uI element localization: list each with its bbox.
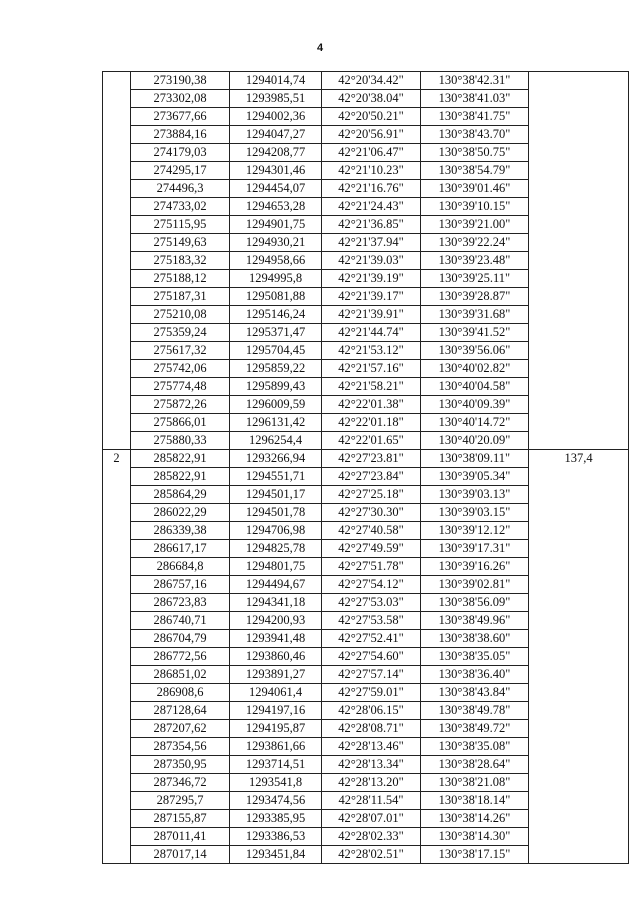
y-coordinate-cell: 1294208,77	[230, 144, 322, 162]
y-coordinate-cell: 1294002,36	[230, 108, 322, 126]
longitude-cell: 130°39'25.11"	[421, 270, 529, 288]
y-coordinate-cell: 1294706,98	[230, 522, 322, 540]
y-coordinate-cell: 1293861,66	[230, 738, 322, 756]
latitude-cell: 42°21'16.76"	[322, 180, 421, 198]
longitude-cell: 130°39'41.52"	[421, 324, 529, 342]
y-coordinate-cell: 1294341,18	[230, 594, 322, 612]
longitude-cell: 130°39'56.06"	[421, 342, 529, 360]
longitude-cell: 130°40'02.82"	[421, 360, 529, 378]
latitude-cell: 42°21'10.23"	[322, 162, 421, 180]
latitude-cell: 42°21'39.19"	[322, 270, 421, 288]
latitude-cell: 42°21'57.16"	[322, 360, 421, 378]
x-coordinate-cell: 275880,33	[131, 432, 230, 450]
y-coordinate-cell: 1295859,22	[230, 360, 322, 378]
y-coordinate-cell: 1293860,46	[230, 648, 322, 666]
coordinates-table-container	[102, 71, 629, 864]
y-coordinate-cell: 1293474,56	[230, 792, 322, 810]
coordinates-table	[102, 71, 629, 864]
x-coordinate-cell: 285822,91	[131, 468, 230, 486]
latitude-cell: 42°20'50.21"	[322, 108, 421, 126]
y-coordinate-cell: 1295899,43	[230, 378, 322, 396]
latitude-cell: 42°27'53.03"	[322, 594, 421, 612]
y-coordinate-cell: 1296009,59	[230, 396, 322, 414]
longitude-cell: 130°40'14.72"	[421, 414, 529, 432]
y-coordinate-cell: 1295704,45	[230, 342, 322, 360]
longitude-cell: 130°40'09.39"	[421, 396, 529, 414]
longitude-cell: 130°38'21.08"	[421, 774, 529, 792]
x-coordinate-cell: 287207,62	[131, 720, 230, 738]
longitude-cell: 130°39'17.31"	[421, 540, 529, 558]
table-row	[103, 72, 629, 90]
longitude-cell: 130°38'42.31"	[421, 72, 529, 90]
y-coordinate-cell: 1293451,84	[230, 846, 322, 864]
x-coordinate-cell: 287011,41	[131, 828, 230, 846]
y-coordinate-cell: 1294653,28	[230, 198, 322, 216]
longitude-cell: 130°39'01.46"	[421, 180, 529, 198]
latitude-cell: 42°28'13.46"	[322, 738, 421, 756]
latitude-cell: 42°21'06.47"	[322, 144, 421, 162]
latitude-cell: 42°21'36.85"	[322, 216, 421, 234]
y-coordinate-cell: 1294014,74	[230, 72, 322, 90]
x-coordinate-cell: 275872,26	[131, 396, 230, 414]
longitude-cell: 130°39'22.24"	[421, 234, 529, 252]
y-coordinate-cell: 1294501,78	[230, 504, 322, 522]
longitude-cell: 130°38'41.75"	[421, 108, 529, 126]
latitude-cell: 42°27'23.84"	[322, 468, 421, 486]
longitude-cell: 130°39'03.15"	[421, 504, 529, 522]
longitude-cell: 130°39'28.87"	[421, 288, 529, 306]
latitude-cell: 42°27'59.01"	[322, 684, 421, 702]
latitude-cell: 42°27'49.59"	[322, 540, 421, 558]
x-coordinate-cell: 273677,66	[131, 108, 230, 126]
longitude-cell: 130°38'17.15"	[421, 846, 529, 864]
longitude-cell: 130°39'03.13"	[421, 486, 529, 504]
longitude-cell: 130°39'31.68"	[421, 306, 529, 324]
longitude-cell: 130°38'54.79"	[421, 162, 529, 180]
longitude-cell: 130°39'05.34"	[421, 468, 529, 486]
latitude-cell: 42°27'53.58"	[322, 612, 421, 630]
latitude-cell: 42°28'07.01"	[322, 810, 421, 828]
longitude-cell: 130°38'49.72"	[421, 720, 529, 738]
latitude-cell: 42°21'53.12"	[322, 342, 421, 360]
x-coordinate-cell: 275210,08	[131, 306, 230, 324]
y-coordinate-cell: 1293891,27	[230, 666, 322, 684]
x-coordinate-cell: 286704,79	[131, 630, 230, 648]
y-coordinate-cell: 1294197,16	[230, 702, 322, 720]
latitude-cell: 42°27'54.60"	[322, 648, 421, 666]
x-coordinate-cell: 275187,31	[131, 288, 230, 306]
longitude-cell: 130°38'43.70"	[421, 126, 529, 144]
x-coordinate-cell: 285822,91	[131, 450, 230, 468]
x-coordinate-cell: 273302,08	[131, 90, 230, 108]
longitude-cell: 130°39'02.81"	[421, 576, 529, 594]
latitude-cell: 42°27'52.41"	[322, 630, 421, 648]
y-coordinate-cell: 1294301,46	[230, 162, 322, 180]
x-coordinate-cell: 275183,32	[131, 252, 230, 270]
longitude-cell: 130°39'12.12"	[421, 522, 529, 540]
longitude-cell: 130°38'35.05"	[421, 648, 529, 666]
x-coordinate-cell: 274179,03	[131, 144, 230, 162]
x-coordinate-cell: 286772,56	[131, 648, 230, 666]
y-coordinate-cell: 1294454,07	[230, 180, 322, 198]
latitude-cell: 42°28'02.33"	[322, 828, 421, 846]
x-coordinate-cell: 275359,24	[131, 324, 230, 342]
y-coordinate-cell: 1294958,66	[230, 252, 322, 270]
longitude-cell: 130°38'49.96"	[421, 612, 529, 630]
longitude-cell: 130°38'09.11"	[421, 450, 529, 468]
x-coordinate-cell: 275866,01	[131, 414, 230, 432]
x-coordinate-cell: 275149,63	[131, 234, 230, 252]
longitude-cell: 130°38'14.26"	[421, 810, 529, 828]
x-coordinate-cell: 274496,3	[131, 180, 230, 198]
longitude-cell: 130°38'38.60"	[421, 630, 529, 648]
y-coordinate-cell: 1294930,21	[230, 234, 322, 252]
x-coordinate-cell: 287017,14	[131, 846, 230, 864]
y-coordinate-cell: 1294494,67	[230, 576, 322, 594]
y-coordinate-cell: 1294995,8	[230, 270, 322, 288]
x-coordinate-cell: 287354,56	[131, 738, 230, 756]
latitude-cell: 42°27'57.14"	[322, 666, 421, 684]
x-coordinate-cell: 286908,6	[131, 684, 230, 702]
x-coordinate-cell: 287350,95	[131, 756, 230, 774]
y-coordinate-cell: 1295146,24	[230, 306, 322, 324]
x-coordinate-cell: 274733,02	[131, 198, 230, 216]
latitude-cell: 42°28'06.15"	[322, 702, 421, 720]
x-coordinate-cell: 286684,8	[131, 558, 230, 576]
group-number-cell	[103, 72, 131, 450]
y-coordinate-cell: 1293385,95	[230, 810, 322, 828]
y-coordinate-cell: 1293714,51	[230, 756, 322, 774]
x-coordinate-cell: 275115,95	[131, 216, 230, 234]
latitude-cell: 42°27'51.78"	[322, 558, 421, 576]
x-coordinate-cell: 274295,17	[131, 162, 230, 180]
x-coordinate-cell: 273884,16	[131, 126, 230, 144]
latitude-cell: 42°21'39.03"	[322, 252, 421, 270]
y-coordinate-cell: 1293541,8	[230, 774, 322, 792]
page-number: 4	[316, 42, 324, 54]
longitude-cell: 130°39'23.48"	[421, 252, 529, 270]
latitude-cell: 42°20'56.91"	[322, 126, 421, 144]
longitude-cell: 130°38'36.40"	[421, 666, 529, 684]
y-coordinate-cell: 1295081,88	[230, 288, 322, 306]
y-coordinate-cell: 1296254,4	[230, 432, 322, 450]
x-coordinate-cell: 286851,02	[131, 666, 230, 684]
y-coordinate-cell: 1293941,48	[230, 630, 322, 648]
latitude-cell: 42°21'39.17"	[322, 288, 421, 306]
y-coordinate-cell: 1294501,17	[230, 486, 322, 504]
y-coordinate-cell: 1293386,53	[230, 828, 322, 846]
latitude-cell: 42°27'30.30"	[322, 504, 421, 522]
longitude-cell: 130°38'49.78"	[421, 702, 529, 720]
x-coordinate-cell: 286723,83	[131, 594, 230, 612]
latitude-cell: 42°27'25.18"	[322, 486, 421, 504]
x-coordinate-cell: 275188,12	[131, 270, 230, 288]
latitude-cell: 42°28'02.51"	[322, 846, 421, 864]
y-coordinate-cell: 1293266,94	[230, 450, 322, 468]
x-coordinate-cell: 275742,06	[131, 360, 230, 378]
coordinates-table-body	[103, 72, 629, 864]
latitude-cell: 42°28'13.34"	[322, 756, 421, 774]
y-coordinate-cell: 1294801,75	[230, 558, 322, 576]
longitude-cell: 130°39'21.00"	[421, 216, 529, 234]
y-coordinate-cell: 1294195,87	[230, 720, 322, 738]
longitude-cell: 130°40'20.09"	[421, 432, 529, 450]
x-coordinate-cell: 287128,64	[131, 702, 230, 720]
latitude-cell: 42°28'08.71"	[322, 720, 421, 738]
x-coordinate-cell: 287295,7	[131, 792, 230, 810]
x-coordinate-cell: 286022,29	[131, 504, 230, 522]
latitude-cell: 42°20'38.04"	[322, 90, 421, 108]
latitude-cell: 42°21'37.94"	[322, 234, 421, 252]
latitude-cell: 42°22'01.38"	[322, 396, 421, 414]
x-coordinate-cell: 287346,72	[131, 774, 230, 792]
y-coordinate-cell: 1295371,47	[230, 324, 322, 342]
longitude-cell: 130°40'04.58"	[421, 378, 529, 396]
latitude-cell: 42°21'24.43"	[322, 198, 421, 216]
group-value-cell	[529, 72, 629, 450]
longitude-cell: 130°39'16.26"	[421, 558, 529, 576]
latitude-cell: 42°20'34.42"	[322, 72, 421, 90]
longitude-cell: 130°38'41.03"	[421, 90, 529, 108]
longitude-cell: 130°38'28.64"	[421, 756, 529, 774]
longitude-cell: 130°38'14.30"	[421, 828, 529, 846]
latitude-cell: 42°28'13.20"	[322, 774, 421, 792]
latitude-cell: 42°21'44.74"	[322, 324, 421, 342]
longitude-cell: 130°39'10.15"	[421, 198, 529, 216]
x-coordinate-cell: 286740,71	[131, 612, 230, 630]
latitude-cell: 42°21'58.21"	[322, 378, 421, 396]
y-coordinate-cell: 1294047,27	[230, 126, 322, 144]
x-coordinate-cell: 285864,29	[131, 486, 230, 504]
table-row	[103, 450, 629, 468]
x-coordinate-cell: 286617,17	[131, 540, 230, 558]
x-coordinate-cell: 286339,38	[131, 522, 230, 540]
longitude-cell: 130°38'56.09"	[421, 594, 529, 612]
x-coordinate-cell: 275617,32	[131, 342, 230, 360]
latitude-cell: 42°28'11.54"	[322, 792, 421, 810]
longitude-cell: 130°38'35.08"	[421, 738, 529, 756]
latitude-cell: 42°22'01.65"	[322, 432, 421, 450]
latitude-cell: 42°22'01.18"	[322, 414, 421, 432]
group-value-cell: 137,4	[529, 450, 629, 864]
y-coordinate-cell: 1294200,93	[230, 612, 322, 630]
latitude-cell: 42°27'54.12"	[322, 576, 421, 594]
latitude-cell: 42°27'40.58"	[322, 522, 421, 540]
latitude-cell: 42°21'39.91"	[322, 306, 421, 324]
y-coordinate-cell: 1294061,4	[230, 684, 322, 702]
y-coordinate-cell: 1294551,71	[230, 468, 322, 486]
longitude-cell: 130°38'18.14"	[421, 792, 529, 810]
x-coordinate-cell: 286757,16	[131, 576, 230, 594]
x-coordinate-cell: 275774,48	[131, 378, 230, 396]
x-coordinate-cell: 273190,38	[131, 72, 230, 90]
y-coordinate-cell: 1293985,51	[230, 90, 322, 108]
group-number-cell: 2	[103, 450, 131, 864]
x-coordinate-cell: 287155,87	[131, 810, 230, 828]
longitude-cell: 130°38'50.75"	[421, 144, 529, 162]
latitude-cell: 42°27'23.81"	[322, 450, 421, 468]
y-coordinate-cell: 1294825,78	[230, 540, 322, 558]
y-coordinate-cell: 1296131,42	[230, 414, 322, 432]
y-coordinate-cell: 1294901,75	[230, 216, 322, 234]
longitude-cell: 130°38'43.84"	[421, 684, 529, 702]
